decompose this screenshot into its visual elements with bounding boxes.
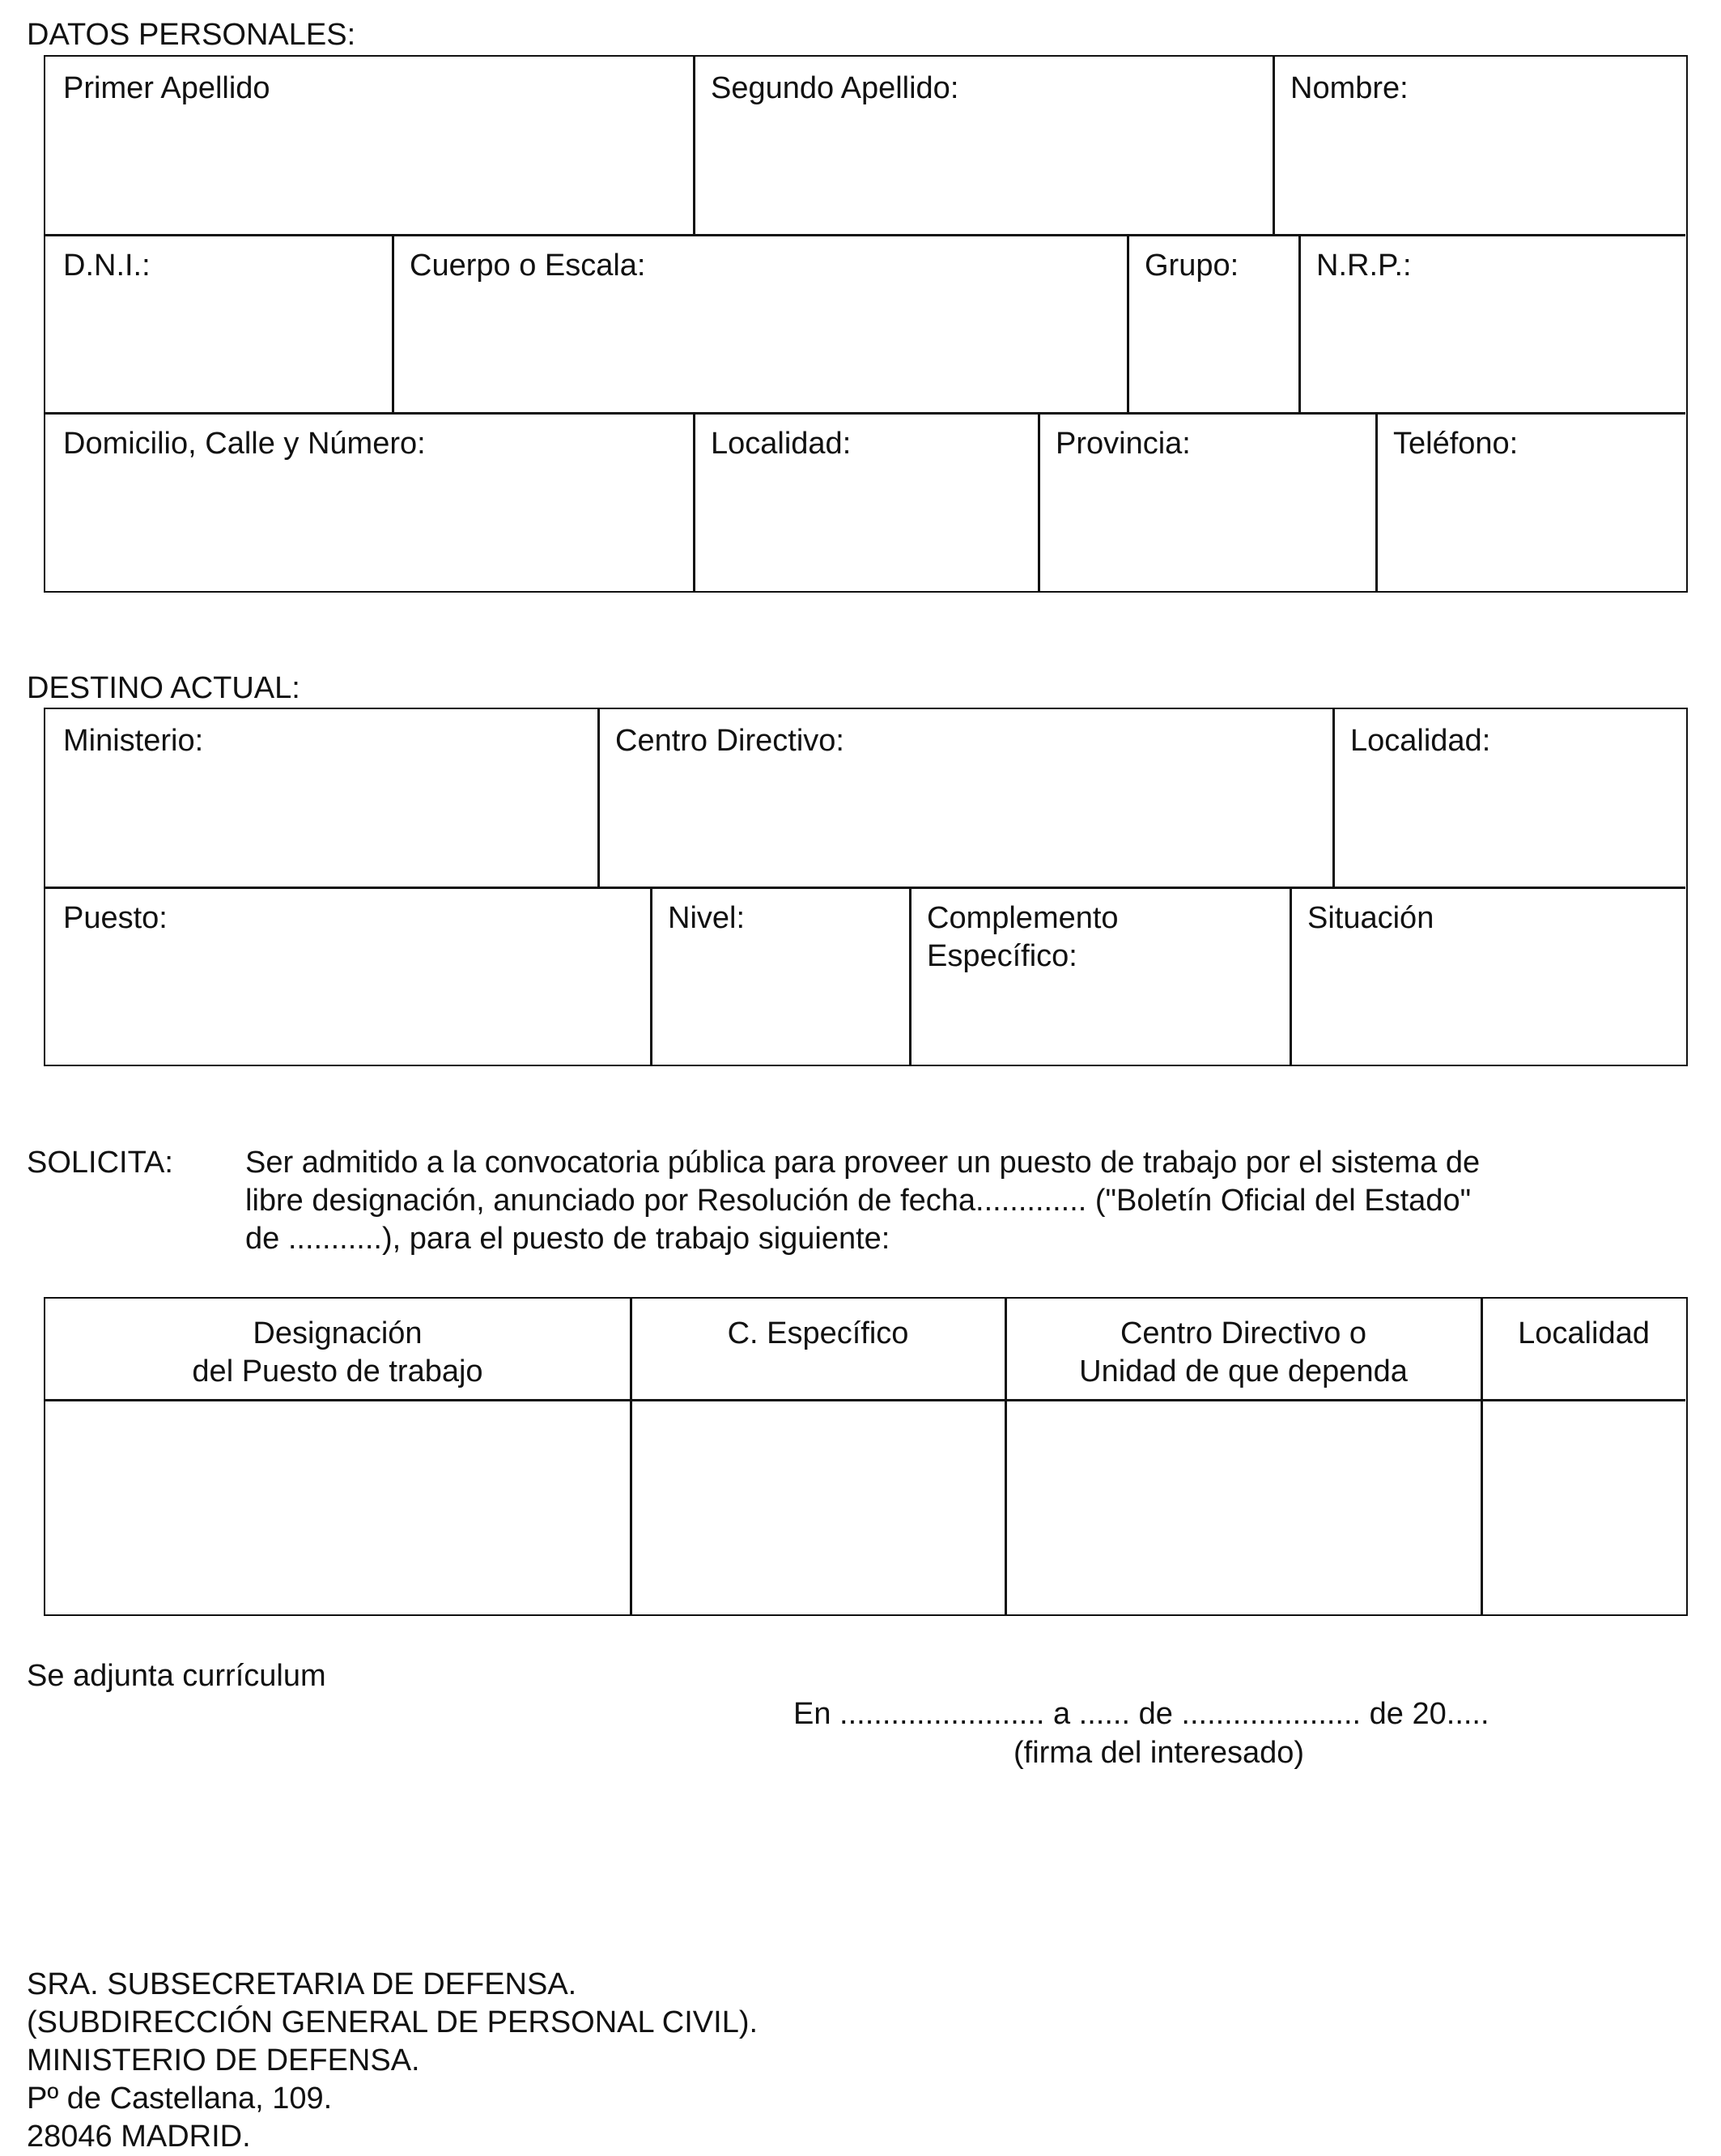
table-cell-c-especifico[interactable] [631,1401,1005,1615]
field-label: Puesto: [63,901,168,935]
field-telefono[interactable] [1375,412,1685,592]
field-label: Localidad: [1350,724,1491,758]
puesto-table [44,1297,1688,1616]
table-header-c-especifico: C. Específico [727,1316,909,1350]
field-label: Nombre: [1290,71,1409,105]
field-primer-apellido[interactable] [45,57,693,234]
field-label: Centro Directivo: [615,724,844,758]
address-line: (SUBDIRECCIÓN GENERAL DE PERSONAL CIVIL). [27,2005,759,2039]
table-header-localidad: Localidad [1518,1316,1650,1350]
field-label: Provincia: [1056,427,1191,461]
solicita-text [245,1144,1480,1258]
field-label: Nivel: [668,901,746,935]
field-centro-directivo[interactable] [597,709,1332,887]
section-title-datos-personales: DATOS PERSONALES: [27,18,356,52]
address-line: 28046 MADRID. [27,2120,251,2154]
address-line: Pº de Castellana, 109. [27,2082,333,2116]
address-line: SRA. SUBSECRETARIA DE DEFENSA. [27,1967,577,2001]
field-label: Localidad: [711,427,852,461]
field-complemento-especifico[interactable] [909,887,1290,1065]
field-dni[interactable] [45,234,392,412]
field-label: Segundo Apellido: [711,71,959,105]
solicita-label: SOLICITA: [27,1146,173,1180]
curriculum-note: Se adjunta currículum [27,1659,326,1693]
field-destino-localidad[interactable] [1332,709,1685,887]
field-nivel[interactable] [650,887,909,1065]
table-cell-designacion[interactable] [45,1401,630,1615]
field-nombre[interactable] [1273,57,1685,234]
section-title-destino-actual: DESTINO ACTUAL: [27,671,300,705]
solicita-line: de ...........), para el puesto de trabajo siguiente: [245,1222,890,1256]
field-grupo[interactable] [1127,234,1298,412]
field-label: D.N.I.: [63,249,151,283]
field-localidad[interactable] [693,412,1038,592]
field-label: Primer Apellido [63,71,270,105]
field-provincia[interactable] [1038,412,1375,592]
signature-caption: (firma del interesado) [1013,1736,1305,1770]
solicita-line: Ser admitido a la convocatoria pública para proveer un puesto de trabajo por el sistema de [245,1146,1481,1180]
field-label: Situación [1307,901,1434,935]
field-situacion[interactable] [1290,887,1685,1065]
field-domicilio[interactable] [45,412,693,592]
recipient-address [27,1966,758,2156]
field-label: Cuerpo o Escala: [410,249,646,283]
table-cell-localidad[interactable] [1482,1401,1685,1615]
field-ministerio[interactable] [45,709,597,887]
field-nrp[interactable] [1298,234,1685,412]
personal-data-grid [44,55,1688,593]
field-label: Complemento Específico: [927,901,1119,973]
field-puesto[interactable] [45,887,650,1065]
table-cell-centro-directivo[interactable] [1006,1401,1481,1615]
field-label: Domicilio, Calle y Número: [63,427,426,461]
table-header-designacion: Designación del Puesto de trabajo [192,1316,483,1388]
field-label: Grupo: [1145,249,1239,283]
field-cuerpo-escala[interactable] [392,234,1127,412]
table-header-centro-directivo: Centro Directivo o Unidad de que dependa [1079,1316,1408,1388]
field-label: N.R.P.: [1316,249,1412,283]
field-label: Ministerio: [63,724,204,758]
date-line: En ........................ a ...... de ..................... de 20..... [793,1697,1489,1731]
field-segundo-apellido[interactable] [693,57,1273,234]
destino-grid [44,708,1688,1066]
field-label: Teléfono: [1393,427,1519,461]
solicita-line: libre designación, anunciado por Resolución de fecha............. ("Boletín Oficial del Estado" [245,1184,1472,1218]
address-line: MINISTERIO DE DEFENSA. [27,2043,420,2077]
